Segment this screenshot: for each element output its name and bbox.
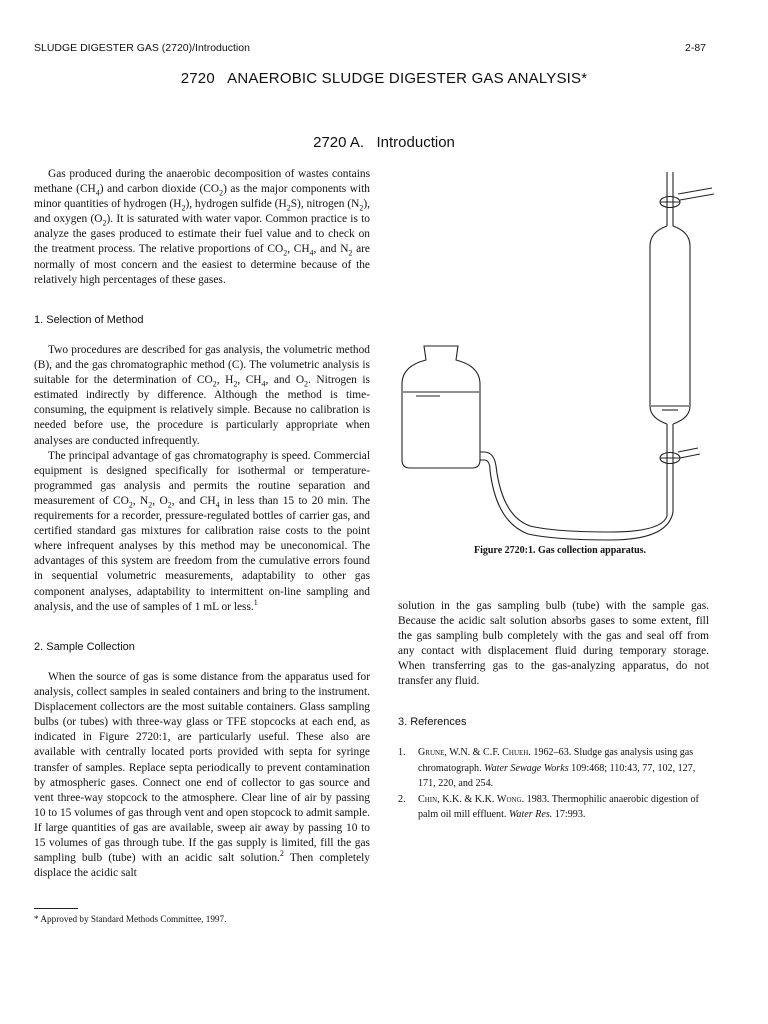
section-heading-selection: 1. Selection of Method: [34, 314, 144, 326]
page-number: 2-87: [684, 42, 706, 54]
selection-paragraph-1: Two procedures are described for gas analysis, the volumetric method (B), and the gas chromatographic method (C). The volumetric analysis is suitable for the determination of $CO_2$, $H_2$, $CH_4$, and $O_2$. Nitrogen is estimated indirectly by difference. Although the method is time-consuming, the equipment is relatively simple. Because no calibration is needed before use, the procedure is particularly appropriate when analyses are conducted infrequently.: [34, 344, 370, 447]
connecting-tube-inner: [480, 460, 673, 540]
footnote-rule: [34, 908, 78, 909]
reference-text: Grune, W.N. & C.F. Chueh. 1962–63. Sludge gas analysis using gas chromatograph. Water Sewage Works 109:468; 110:43, 77, 102, 127, 171, 220, and 254.: [418, 747, 696, 789]
sample-collection-body: [34, 670, 370, 881]
reference-item: [398, 745, 709, 792]
sample-collection-paragraph-continued: solution in the gas sampling bulb (tube) with the sample gas. Because the acidic salt solution absorbs gases to some extent, fill the gas sampling bulb completely with the gas and seal off from any contact with displacement fluid during temporary storage. When transferring gas to the gas-analyzing apparatus, do not transfer any fluid.: [398, 600, 709, 688]
reference-item: [398, 792, 709, 823]
reference-number: 2.: [398, 793, 406, 805]
figure-caption: Figure 2720:1. Gas collection apparatus.: [473, 545, 647, 556]
reference-text: Chin, K.K. & K.K. Wong. 1983. Thermophilic anaerobic digestion of palm oil mill effluent. Water Res. 17:993.: [418, 793, 699, 820]
running-header-title: SLUDGE DIGESTER GAS (2720)/Introduction: [34, 42, 250, 54]
bottom-stopcock-side-arm-lower: [680, 454, 700, 458]
reference-number: 1.: [398, 747, 406, 758]
footnote: * Approved by Standard Methods Committee, 1997.: [34, 914, 227, 924]
gas-collection-apparatus-figure: [380, 160, 740, 542]
bulb-body-right: [673, 226, 690, 424]
selection-of-method-body: [34, 343, 370, 615]
sample-collection-continued: [398, 599, 709, 690]
bulb-body-left: [650, 226, 667, 424]
references-list: [398, 745, 709, 823]
top-stopcock-side-arm-upper: [678, 188, 712, 194]
section-title: 2720 A. Introduction: [313, 134, 455, 151]
sample-collection-paragraph-1: When the source of gas is some distance from the apparatus used for analysis, collect samples in sealed containers and bring to the instrument. Displacement collectors are the most suitable containers. Glass sampling bulbs (or tubes) with three-way glass or TFE stopcocks at each end, as indicated in Figure 2720:1, are particularly useful. These also are available with centrally located ports provided with septa for syringe transfer of samples. Replace septa periodically to prevent contamination by atmospheric gases. Connect one end of collector to gas source and vent three-way stopcock to the atmosphere. Clear line of air by passing 10 to 15 volumes of gas through vent and open stopcock to admit sample. If large quantities of gas are available, sweep air away by passing 10 to 15 volumes of gas through tube. If the gas supply is limited, fill the gas sampling bulb (tube) with an acidic salt solution.$^2$ Then completely displace the acidic salt: [34, 671, 370, 880]
top-stopcock-side-arm-lower: [680, 194, 714, 200]
section-heading-references: 3. References: [398, 716, 467, 728]
leveling-bottle: [402, 346, 480, 468]
document-title: 2720 ANAEROBIC SLUDGE DIGESTER GAS ANALYSIS*: [180, 70, 588, 87]
intro-paragraph: [34, 167, 370, 288]
selection-paragraph-2: The principal advantage of gas chromatography is speed. Commercial equipment is designed specifically for isothermal or temperature-programmed gas analysis and permits the routine separation and measurement of $CO_2$, $N_2$, $O_2$, and $CH_4$ in less than 15 to 20 min. The requirements for a recorder, pressure-regulated bottles of carrier gas, and certified standard gas mixtures for calibration raise costs to the point where infrequent analyses by this method may be uneconomical. The advantages of this system are freedom from the cumulative errors found in sequential volumetric measurements, adaptability to other gas component analyses, adaptability to intermittent on-line sampling and analysis, and the use of samples of 1 mL or less.$^1$: [34, 449, 370, 613]
bottom-stopcock-side-arm-upper: [678, 448, 698, 452]
intro-text: Gas produced during the anaerobic decomposition of wastes contains methane $(CH_4)$ and carbon dioxide $(CO_2)$ as the major components with minor quantities of hydrogen $(H_2)$, hydrogen sulfide $(H_2S)$, nitrogen $(N_2)$, and oxygen $(O_2)$. It is saturated with water vapor. Common practice is to analyze the gases produced to estimate their fuel value and to check on the treatment process. The relative proportions of $CO_2$, $CH_4$, and $N_2$ are normally of most concern and the easiest to determine because of the relatively high percentages of these gases.: [34, 168, 370, 286]
section-heading-sample-collection: 2. Sample Collection: [34, 641, 135, 653]
